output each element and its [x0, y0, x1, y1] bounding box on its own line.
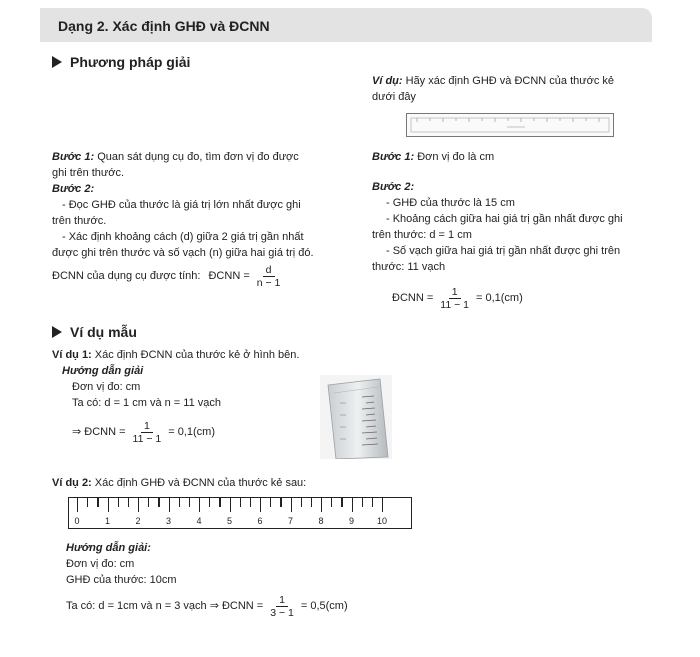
ruler-minor-tick [270, 498, 271, 507]
ruler-tick-label: 0 [74, 516, 80, 526]
example2-solution [66, 541, 366, 589]
right-example-label: Ví dụ: [372, 75, 403, 87]
formula-rhs: = 0,1(cm) [168, 425, 216, 438]
guide-label: Hướng dẫn giải [62, 364, 144, 377]
given-line: Ta có: d = 1 cm và n = 11 vạch [72, 396, 221, 409]
ruler-tick-label: 4 [196, 516, 202, 526]
formula-rhs: = 0,5(cm) [300, 599, 348, 612]
ruler-minor-tick [209, 498, 210, 507]
ex2-text: Xác định GHĐ và ĐCNN của thước kẻ sau: [94, 477, 307, 489]
ruler-tick-label: 8 [318, 516, 324, 526]
ruler-major-tick [199, 498, 200, 512]
right-step1-label: Bước 1: [372, 151, 415, 163]
ruler-tick-label: 3 [165, 516, 172, 526]
formula-lhs: ĐCNN = [392, 291, 434, 304]
formula-fraction [437, 286, 472, 311]
ruler-tick-label: 9 [348, 516, 355, 526]
fraction-denominator: 3 − 1 [270, 607, 294, 620]
right-example-steps [372, 150, 672, 276]
ruler-major-tick [230, 498, 231, 512]
small-ruler-svg [407, 114, 613, 136]
fraction-numerator: d [263, 264, 275, 277]
step2-label: Bước 2: [52, 182, 95, 195]
unit2-line: Đơn vị đo: cm [66, 557, 135, 570]
ruler-major-tick [138, 498, 139, 512]
right-step2-line: - GHĐ của thước là 15 cm [386, 196, 515, 209]
ruler-minor-tick [219, 498, 220, 507]
ruler-minor-tick [280, 498, 281, 507]
guide2-label: Hướng dẫn giải: [66, 542, 151, 554]
right-step2-line: - Khoảng cách giữa hai giá trị gần nhất được ghi [386, 212, 623, 225]
ex1-text: Xác định ĐCNN của thước kẻ ở hình bên. [94, 349, 300, 361]
ruler-tick-label: 7 [287, 516, 294, 526]
ghd-line: GHĐ của thước: 10cm [66, 573, 177, 586]
ruler-minor-tick [362, 498, 363, 507]
fraction-denominator: 11 − 1 [132, 433, 162, 446]
ex1-label: Ví dụ 1: [52, 349, 92, 361]
ruler-major-tick [169, 498, 170, 512]
formula-fraction [254, 264, 284, 289]
right-example-text: Hãy xác định GHĐ và ĐCNN của thước kẻ [405, 75, 614, 87]
triangle-bullet-icon [52, 326, 62, 338]
right-example-intro [372, 74, 662, 106]
ruler-photo-image [320, 375, 392, 459]
ruler-minor-tick [341, 498, 342, 507]
examples-section-title [52, 322, 137, 342]
method-formula [52, 264, 285, 289]
right-example-text-b: dưới đây [372, 90, 416, 103]
ruler-major-tick [382, 498, 383, 512]
fraction-numerator: 1 [141, 420, 153, 433]
ruler-major-tick [260, 498, 261, 512]
example2-heading [52, 476, 306, 492]
small-ruler-image [406, 113, 614, 137]
method-section-title [52, 52, 190, 72]
ruler-minor-tick [158, 498, 159, 507]
formula-lhs: Ta có: d = 1cm và n = 3 vạch ⇒ ĐCNN = [66, 599, 264, 612]
ruler-major-tick [108, 498, 109, 512]
formula-lhs: ⇒ ĐCNN = [72, 425, 126, 438]
right-step1-text: Đơn vị đo là cm [417, 151, 495, 163]
ruler-minor-tick [128, 498, 129, 507]
ruler-minor-tick [189, 498, 190, 507]
ruler-minor-tick [87, 498, 88, 507]
example1 [52, 348, 352, 412]
right-step2-label: Bước 2: [372, 180, 415, 193]
right-formula [392, 286, 523, 311]
unit-line: Đơn vị đo: cm [72, 380, 141, 393]
ruler-minor-tick [331, 498, 332, 507]
step2-line: trên thước. [52, 214, 107, 227]
ruler-major-tick [77, 498, 78, 512]
ruler-minor-tick [118, 498, 119, 507]
ruler-minor-tick [250, 498, 251, 507]
right-step2-line: - Số vạch giữa hai giá trị gần nhất được ghi trên [386, 244, 621, 257]
ruler-major-tick [321, 498, 322, 512]
formula-fraction [130, 420, 165, 445]
step1-text-b: ghi trên thước. [52, 166, 125, 179]
ex2-label: Ví dụ 2: [52, 477, 92, 489]
method-title-text: Phương pháp giải [70, 54, 191, 70]
ruler-minor-tick [179, 498, 180, 507]
ruler-minor-tick [372, 498, 373, 507]
ruler-tick-label: 6 [257, 516, 263, 526]
ruler-photo-svg [320, 375, 392, 459]
ruler-minor-tick [240, 498, 241, 507]
fraction-denominator: 11 − 1 [440, 299, 469, 312]
right-step2-line: trên thước: d = 1 cm [372, 228, 472, 241]
fraction-numerator: 1 [449, 286, 461, 299]
formula-lhs: ĐCNN = [208, 269, 250, 282]
ruler-minor-tick [97, 498, 98, 507]
step2-line: được ghi trên thước và số vạch (n) giữa hai giá trị đó. [52, 246, 314, 259]
ex2-formula [66, 594, 348, 619]
fraction-denominator: n − 1 [256, 277, 281, 290]
ruler-minor-tick [148, 498, 149, 507]
right-step2-line: thước: 11 vạch [372, 260, 446, 273]
examples-title-text: Ví dụ mẫu [70, 324, 137, 340]
step1-text: Quan sát dụng cụ đo, tìm đơn vị đo được [97, 151, 299, 163]
triangle-bullet-icon [52, 56, 62, 68]
ruler-minor-tick [311, 498, 312, 507]
method-step1 [52, 150, 352, 262]
ruler-tick-label: 5 [226, 516, 233, 526]
step2-line: - Đọc GHĐ của thước là giá trị lớn nhất được ghi [62, 198, 301, 211]
ruler-tick-label: 1 [104, 516, 111, 526]
ruler-diagram [68, 497, 412, 529]
ruler-minor-tick [301, 498, 302, 507]
fraction-numerator: 1 [276, 594, 288, 607]
ruler-major-tick [352, 498, 353, 512]
step1-label: Bước 1: [52, 151, 95, 163]
ex1-formula [72, 420, 215, 445]
ruler-major-tick [291, 498, 292, 512]
step2-line: - Xác định khoảng cách (d) giữa 2 giá trị gần nhất [62, 230, 304, 243]
formula-fraction [267, 594, 297, 619]
formula-rhs: = 0,1(cm) [475, 291, 523, 304]
formula-text: ĐCNN của dụng cụ được tính: [52, 269, 201, 282]
ruler-tick-label: 10 [376, 516, 388, 526]
page-title: Dạng 2. Xác định GHĐ và ĐCNN [58, 18, 270, 34]
ruler-tick-label: 2 [135, 516, 141, 526]
